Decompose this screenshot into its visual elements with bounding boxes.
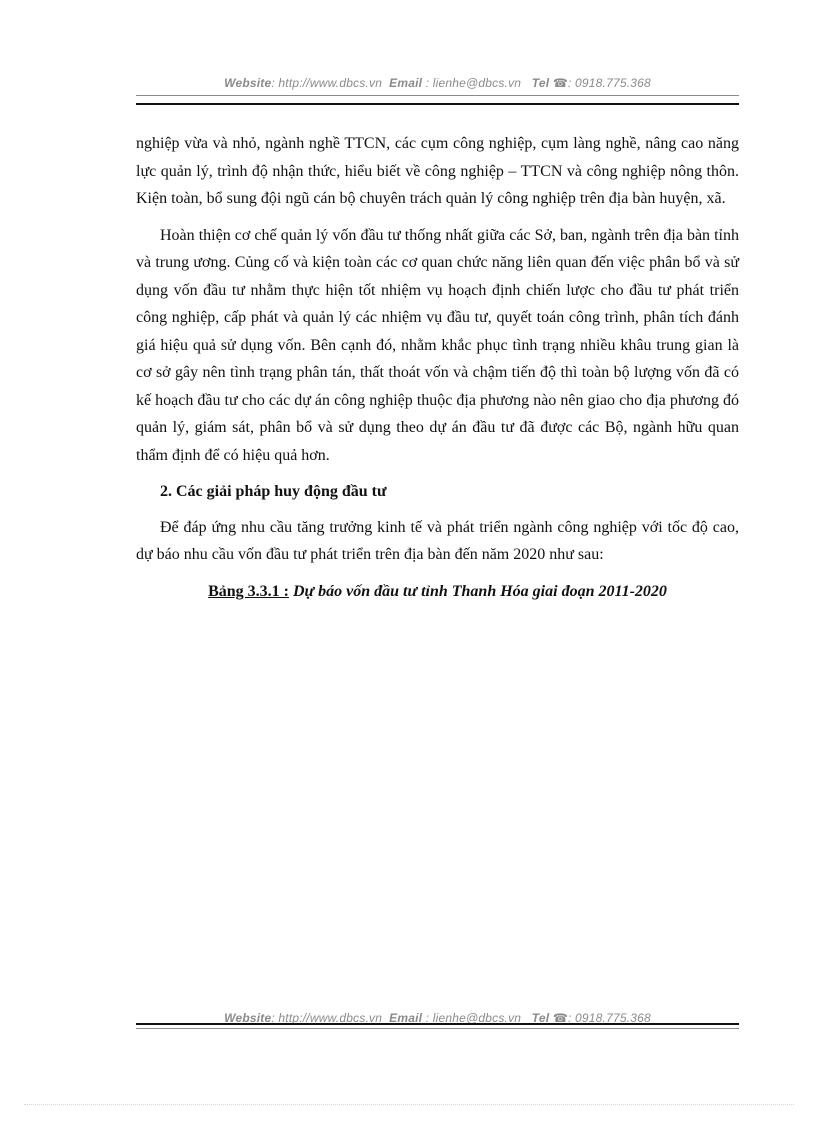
header-tel-value: : 0918.775.368 [567,76,651,90]
footer-website-url: : http://www.dbcs.vn [271,1011,383,1025]
phone-icon: ☎ [552,76,568,90]
phone-icon: ☎ [552,1011,568,1025]
footer-website-label: Website [224,1011,272,1025]
page-body [136,130,739,614]
header-website-label: Website [224,76,272,90]
page-header [136,76,739,90]
paragraph-2: Hoàn thiện cơ chế quản lý vốn đầu tư thống nhất giữa các Sở, ban, ngành trên địa bàn tỉnh và trung ương. Củng cố và kiện toàn các cơ quan chức năng liên quan đến việc phân bổ và sử dụng vốn đầu tư nhằm thực hiện tốt nhiệm vụ hoạch định chiến lược cho đầu tư phát triển công nghiệp, cấp phát và quản lý các nhiệm vụ đầu tư, quyết toán công trình, phân tích đánh giá hiệu quả sử dụng vốn. Bên cạnh đó, nhằm khắc phục tình trạng nhiều khâu trung gian là cơ sở gây nên tình trạng phân tán, thất thoát vốn và chậm tiến độ thì toàn bộ lượng vốn đã có kế hoạch đầu tư cho các dự án công nghiệp thuộc địa phương nào nên giao cho địa phương đó quản lý, giám sát, phân bổ và sử dụng theo dự án đầu tư đã được các Bộ, ngành hữu quan thẩm định để có hiệu quả hơn. [136,226,739,464]
page-bottom-dotted-line [24,1104,794,1105]
footer-tel-value: : 0918.775.368 [567,1011,651,1025]
footer-tel-label: Tel [531,1011,550,1025]
table-caption-title: Dự báo vốn đầu tư tỉnh Thanh Hóa giai đoạn 2011-2020 [293,582,667,600]
paragraph-1: nghiệp vừa và nhỏ, ngành nghề TTCN, các cụm công nghiệp, cụm làng nghề, nâng cao năng lực quản lý, trình độ nhận thức, hiểu biết về công nghiệp – TTCN và công nghiệp nông thôn. Kiện toàn, bổ sung đội ngũ cán bộ chuyên trách quản lý công nghiệp trên địa bàn huyện, xã. [136,135,739,207]
section-heading: 2. Các giải pháp huy động đầu tư [160,483,387,500]
footer-email-value: : lienhe@dbcs.vn [425,1011,522,1025]
header-email-value: : lienhe@dbcs.vn [425,76,522,90]
footer-rule-thin [136,1028,739,1029]
header-rule-thick [136,103,739,105]
header-rule-thin [136,95,739,96]
header-website-url: : http://www.dbcs.vn [271,76,383,90]
header-email-label: Email [389,76,423,90]
table-caption-label: Bảng 3.3.1 : [208,582,289,600]
header-tel-label: Tel [531,76,550,90]
footer-rule-thick [136,1023,739,1025]
paragraph-3: Để đáp ứng nhu cầu tăng trưởng kinh tế và phát triển ngành công nghiệp với tốc độ cao, dự báo nhu cầu vốn đầu tư phát triển trên địa bàn đến năm 2020 như sau: [136,518,739,563]
table-caption [136,578,739,606]
footer-email-label: Email [389,1011,423,1025]
